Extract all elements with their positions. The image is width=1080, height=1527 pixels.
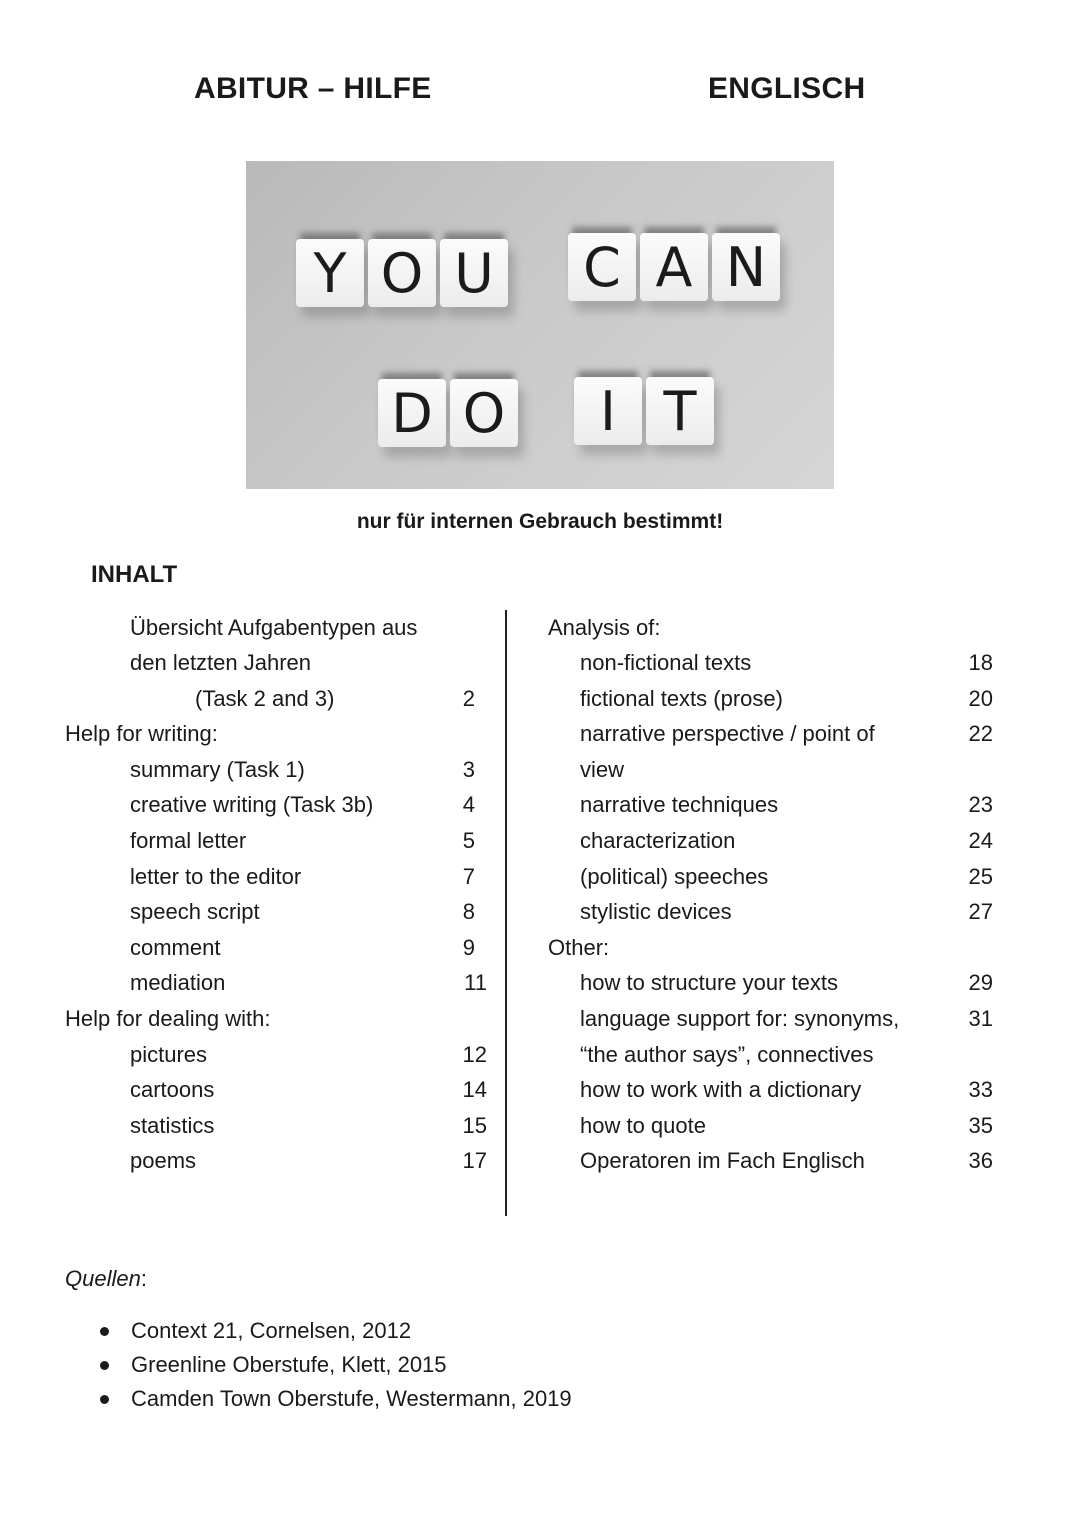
toc-page-number: 14 (462, 1077, 487, 1102)
toc-item: comment (130, 935, 221, 960)
toc-item-continued: view (580, 757, 625, 782)
toc-page-number: 33 (968, 1077, 993, 1102)
toc-item: poems (130, 1148, 197, 1173)
toc-overview-line1: Übersicht Aufgabentypen aus (130, 615, 418, 640)
letter-tile: T (646, 377, 714, 445)
toc-section-dealing: Help for dealing with: (65, 1006, 271, 1031)
toc-item: creative writing (Task 3b) (130, 792, 374, 817)
toc-page-number: 18 (968, 650, 993, 675)
toc-page-number: 8 (462, 899, 475, 924)
toc-item: how to work with a dictionary (580, 1077, 862, 1102)
toc-page-number: 31 (968, 1006, 993, 1031)
source-item (131, 1352, 447, 1378)
sources-heading-text: Quellen (65, 1266, 141, 1291)
toc-overview-line3: (Task 2 and 3) (195, 686, 335, 711)
toc-page-number: 23 (968, 792, 993, 817)
tile-word-can (568, 233, 780, 301)
sources-heading-colon: : (140, 1266, 147, 1291)
tile-word-do (378, 379, 518, 447)
toc-page-number: 20 (968, 686, 993, 711)
toc-item: cartoons (130, 1077, 215, 1102)
toc-item: non-fictional texts (580, 650, 752, 675)
toc-page-number: 24 (968, 828, 993, 853)
toc-item: statistics (130, 1113, 215, 1138)
letter-tile: O (450, 379, 518, 447)
toc-page-number: 2 (462, 686, 475, 711)
tile-word-you (296, 239, 508, 307)
toc-item: how to quote (580, 1113, 706, 1138)
toc-overview-line2: den letzten Jahren (130, 650, 312, 675)
letter-tile: D (378, 379, 446, 447)
letter-tile: O (368, 239, 436, 307)
toc-item: language support for: synonyms, (580, 1006, 900, 1031)
toc-page-number: 29 (968, 970, 993, 995)
bullet-icon (100, 1395, 109, 1404)
toc-item: formal letter (130, 828, 247, 853)
motivational-photo (246, 161, 834, 489)
toc-item: (political) speeches (580, 864, 769, 889)
toc-item: how to structure your texts (580, 970, 838, 995)
source-item-text: Context 21, Cornelsen, 2012 (131, 1318, 412, 1343)
toc-section-analysis: Analysis of: (548, 615, 661, 640)
toc-page-number: 9 (462, 935, 475, 960)
toc-item: fictional texts (prose) (580, 686, 783, 711)
letter-tile: Y (296, 239, 364, 307)
contents-heading: INHALT (91, 561, 178, 588)
letter-tile: I (574, 377, 642, 445)
column-divider (505, 610, 507, 1216)
toc-item: narrative techniques (580, 792, 779, 817)
toc-page-number: 12 (462, 1042, 487, 1067)
internal-use-notice: nur für internen Gebrauch bestimmt! (356, 510, 724, 533)
toc-page-number: 22 (968, 721, 993, 746)
toc-item: mediation (130, 970, 226, 995)
toc-item: characterization (580, 828, 736, 853)
letter-tile: U (440, 239, 508, 307)
toc-page-number: 15 (462, 1113, 487, 1138)
letter-tile: A (640, 233, 708, 301)
tile-word-it (574, 377, 714, 445)
source-item-text: Greenline Oberstufe, Klett, 2015 (131, 1352, 447, 1377)
toc-item: summary (Task 1) (130, 757, 305, 782)
toc-section-other: Other: (548, 935, 610, 960)
bullet-icon (100, 1327, 109, 1336)
toc-section-writing: Help for writing: (65, 721, 218, 746)
source-item (131, 1318, 411, 1344)
toc-item: stylistic devices (580, 899, 732, 924)
toc-page-number: 11 (464, 970, 487, 995)
toc-page-number: 3 (462, 757, 475, 782)
toc-page-number: 25 (968, 864, 993, 889)
source-item (131, 1386, 572, 1412)
header-left-title: ABITUR – HILFE (194, 72, 432, 105)
header-right-title: ENGLISCH (708, 72, 866, 105)
toc-page-number: 35 (968, 1113, 993, 1138)
letter-tile: C (568, 233, 636, 301)
toc-page-number: 36 (968, 1148, 993, 1173)
toc-page-number: 27 (968, 899, 993, 924)
toc-item: narrative perspective / point of (580, 721, 875, 746)
toc-page-number: 5 (462, 828, 475, 853)
toc-item-continued: “the author says”, connectives (580, 1042, 874, 1067)
toc-item: Operatoren im Fach Englisch (580, 1148, 865, 1173)
toc-item: letter to the editor (130, 864, 302, 889)
toc-page-number: 7 (462, 864, 475, 889)
letter-tile: N (712, 233, 780, 301)
toc-item: speech script (130, 899, 260, 924)
source-item-text: Camden Town Oberstufe, Westermann, 2019 (131, 1386, 572, 1411)
toc-item: pictures (130, 1042, 208, 1067)
toc-page-number: 4 (462, 792, 475, 817)
toc-page-number: 17 (462, 1148, 487, 1173)
sources-heading (65, 1266, 147, 1292)
bullet-icon (100, 1361, 109, 1370)
